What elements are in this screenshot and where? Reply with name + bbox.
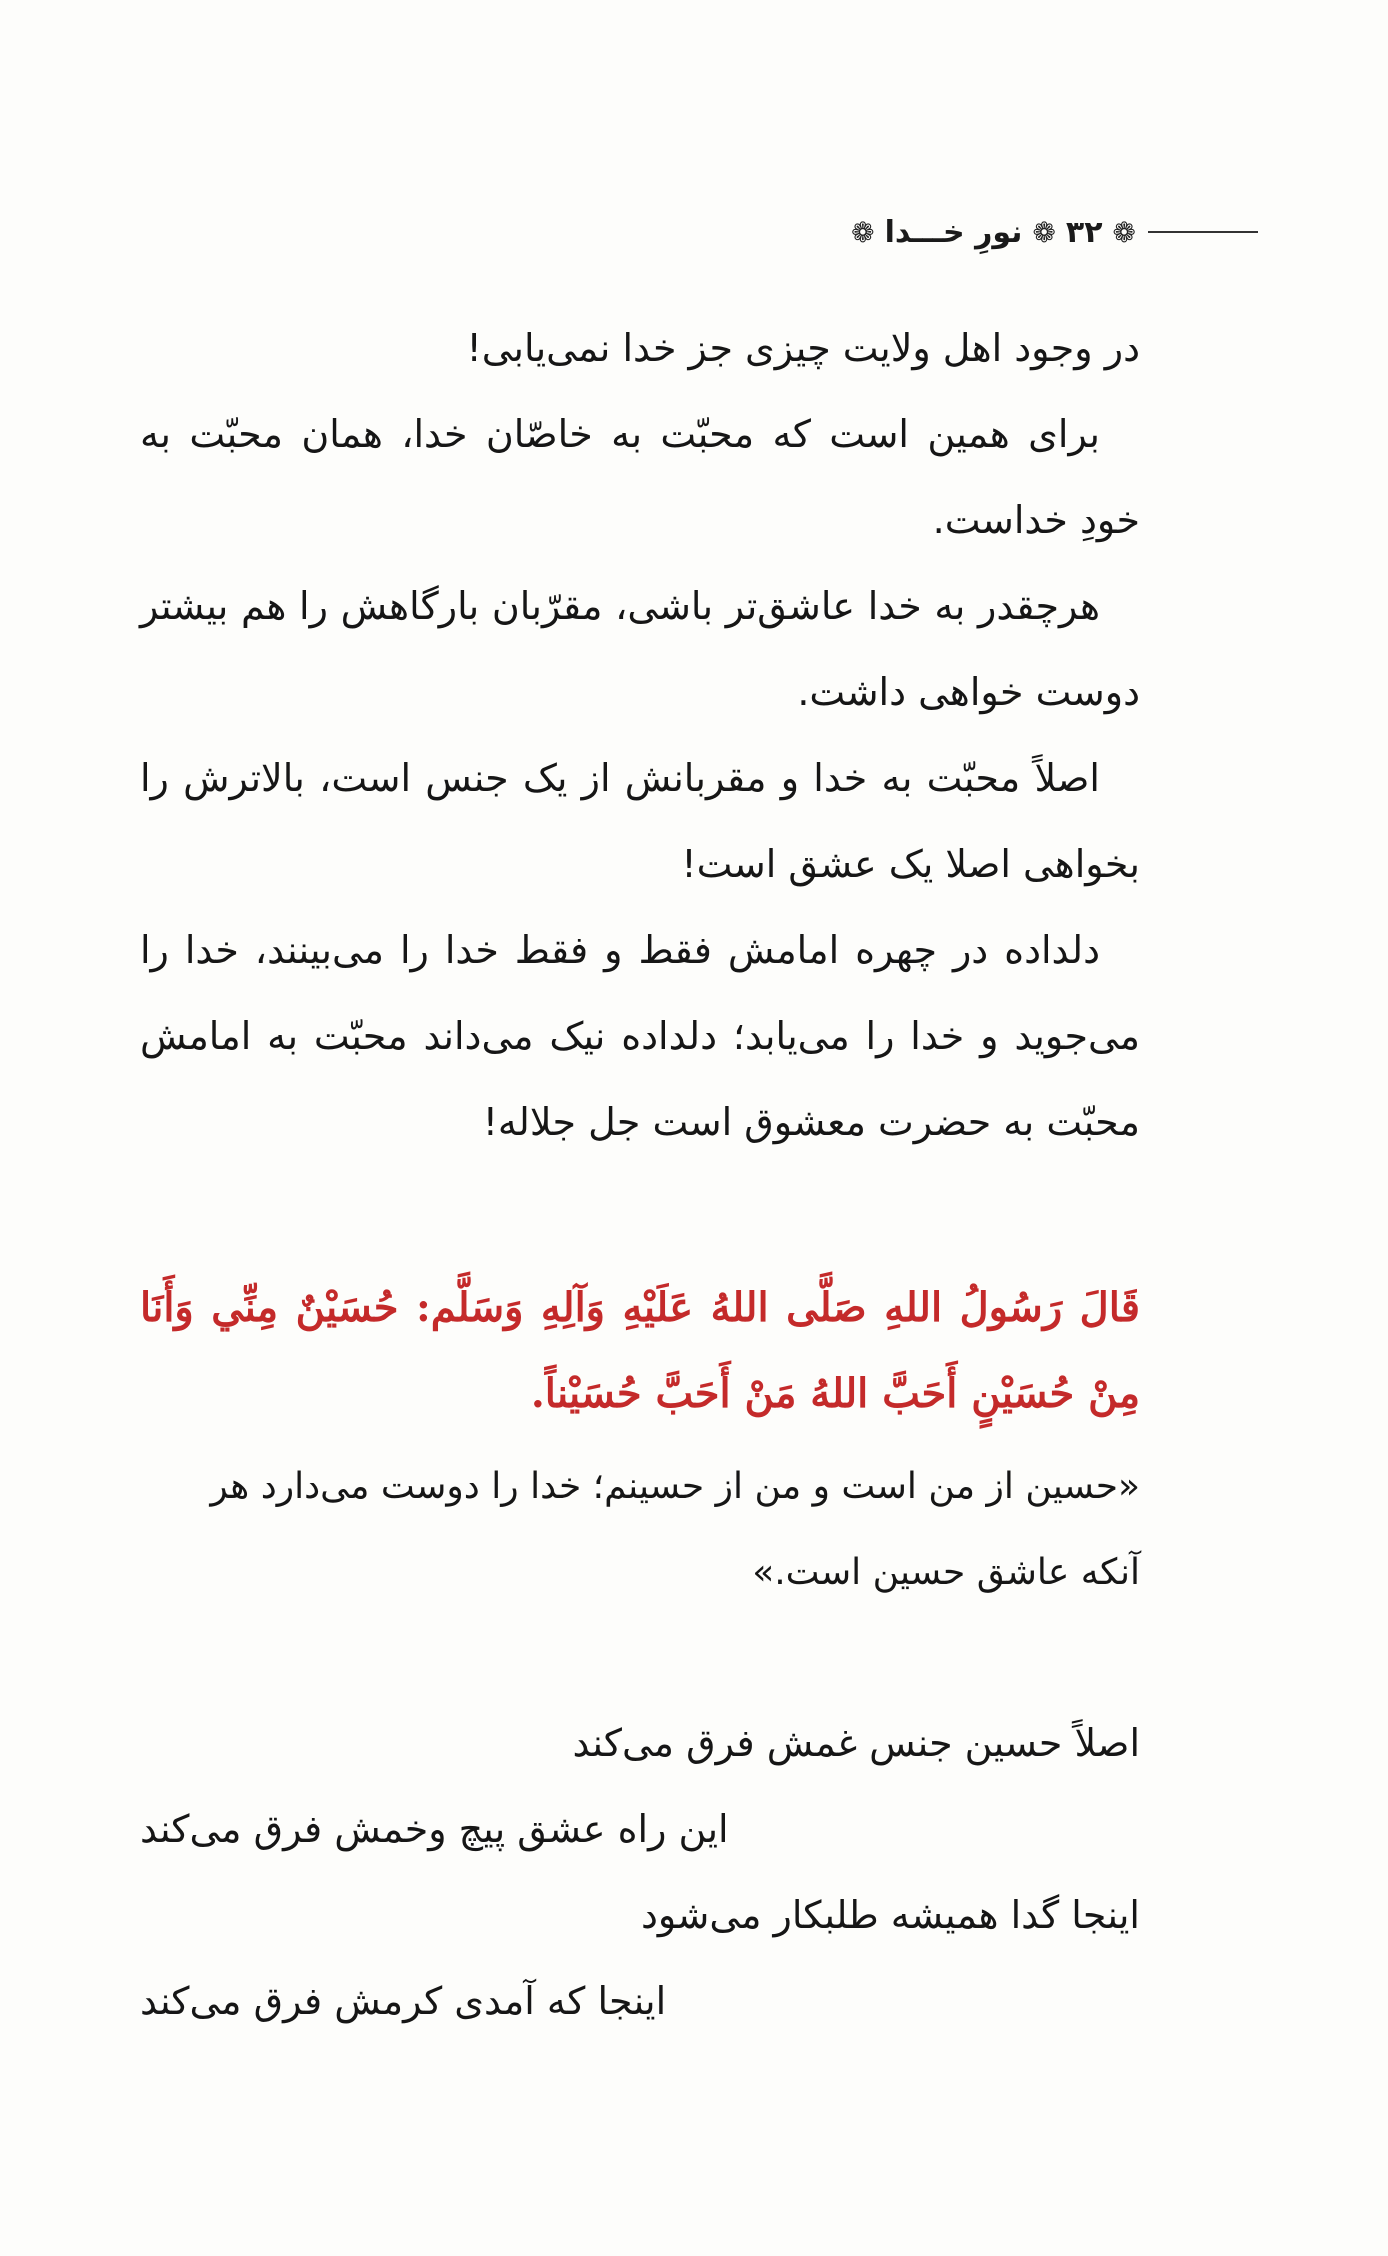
paragraph: برای همین است که محبّت به خاصّان خدا، همان محبّت به خودِ خداست. [140,412,1140,542]
rosette-icon: ❁ [851,215,875,249]
poem-verse: اینجا که آمدی کرمش فرق می‌کند [140,1979,667,2023]
rosette-icon: ❁ [1112,215,1136,249]
paragraph: اصلاً محبّت به خدا و مقربانش از یک جنس است، بالاترش را بخواهی اصلا یک عشق است! [140,756,1140,886]
paragraph: دلداده در چهره امامش فقط و فقط خدا را می‌بینند، خدا را می‌جوید و خدا را می‌یابد؛ دلداده نیک می‌داند محبّت به امامش محبّت به حضرت معشوق است جل جلاله! [140,928,1140,1144]
running-header [847,212,1140,252]
header-rule [1148,231,1258,233]
poem [140,1700,1140,2044]
running-title: نورِ خـــدا [884,214,1023,250]
poem-verse: اصلاً حسین جنس غمش فرق می‌کند [572,1721,1140,1765]
poem-verse: این راه عشق پیچ وخمش فرق می‌کند [140,1807,729,1851]
page-number: ۳۲ [1065,214,1103,250]
main-text [140,305,1140,1165]
hadith-translation: «حسین از من است و من از حسینم؛ خدا را دوست می‌دارد هر آنکه عاشق حسین است.» [210,1466,1140,1593]
rosette-icon: ❁ [1032,215,1056,249]
paragraph: هرچقدر به خدا عاشق‌تر باشی، مقرّبان بارگاهش را هم بیشتر دوست خواهی داشت. [140,584,1140,714]
paragraph: در وجود اهل ولایت چیزی جز خدا نمی‌یابی! [466,326,1140,370]
hadith-arabic: قَالَ رَسُولُ اللهِ صَلَّی اللهُ عَلَیْهِ وَآلِهِ وَسَلَّم: حُسَیْنٌ مِنِّي وَأَنَا مِنْ حُسَیْنٍ أَحَبَّ اللهُ مَنْ أَحَبَّ حُسَیْناً. [140,1284,1140,1417]
poem-verse: اینجا گدا همیشه طلبکار می‌شود [641,1893,1140,1937]
